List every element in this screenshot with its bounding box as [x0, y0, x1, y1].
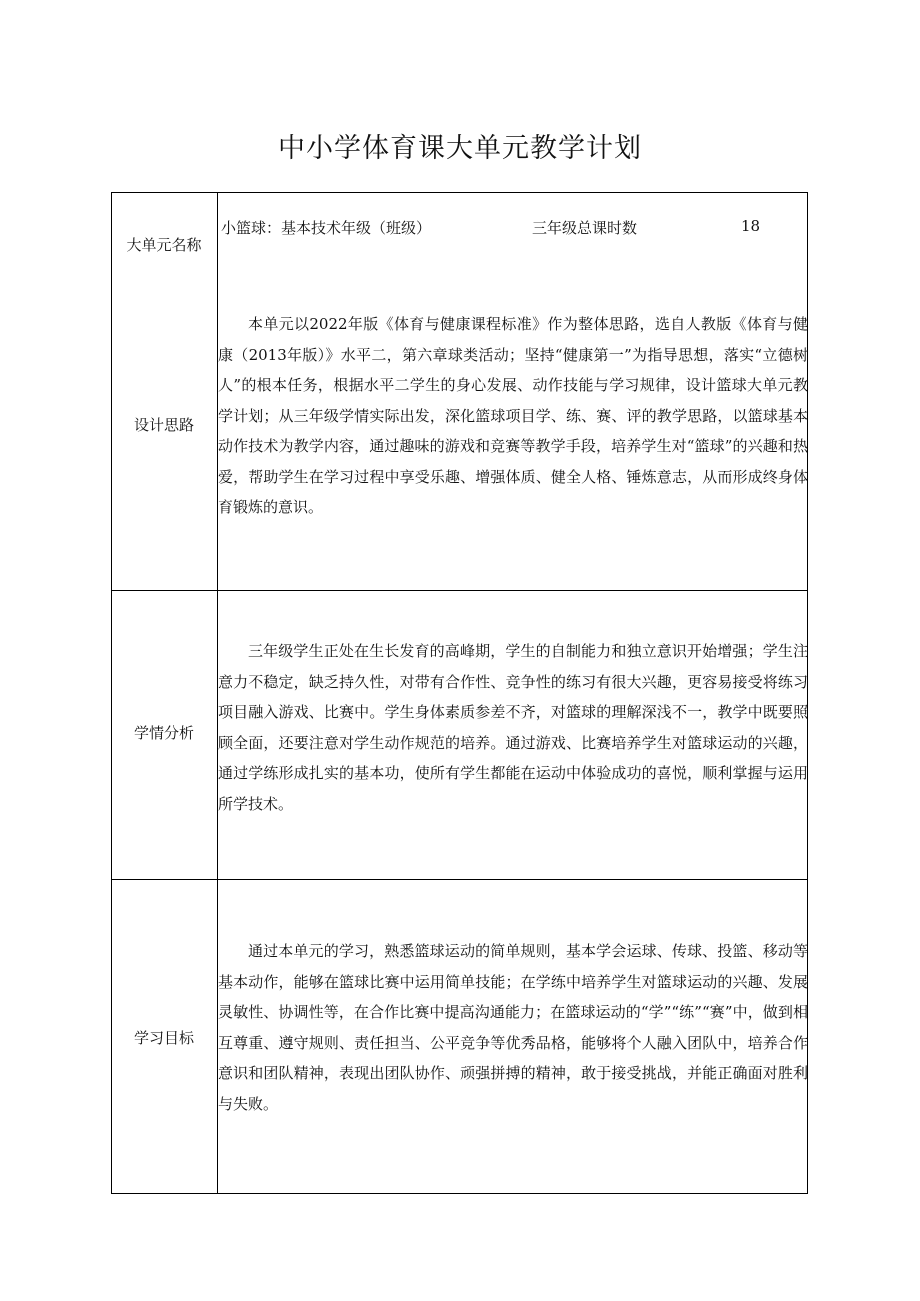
design-text: 本单元以2022年版《体育与健康课程标准》作为整体思路，选自人教版《体育与健康（2013年版）》水平二，第六章球类活动；坚持“健康第一”为指导思想，落实“立德树人”的根本任务，根据水平二学生的身心发展、动作技能与学习规律，设计篮球大单元教学计划；从三年级学情实际出发，深化篮球项目学、练、赛、评的教学思路，以篮球基本动作技术为教学内容，通过趣味的游戏和竞赛等教学手段，培养学生对“篮球”的兴趣和热爱，帮助学生在学习过程中享受乐趣、增强体质、健全人格、锤炼意志，从而形成终身体育锻炼的意识。: [218, 315, 808, 516]
design-label: 设计思路: [133, 416, 194, 434]
goals-text: 通过本单元的学习，熟悉篮球运动的简单规则，基本学会运球、传球、投篮、移动等基本动作，能够在篮球比赛中运用简单技能；在学练中培养学生对篮球运动的兴趣、发展灵敏性、协调性等，在合作比赛中提高沟通能力；在篮球运动的“学”“练”“赛”中，做到相互尊重、遵守规则、责任担当、公平竞争等优秀品格，能够将个人融入团队中，培养合作意识和团队精神，表现出团队协作、顽强拼搏的精神，敢于接受挑战，并能正确面对胜利与失败。: [218, 942, 808, 1113]
analysis-text: 三年级学生正处在生长发育的高峰期，学生的自制能力和独立意识开始增强；学生注意力不稳定，缺乏持久性，对带有合作性、竞争性的练习有很大兴趣，更容易接受将练习项目融入游戏、比赛中。学生身体素质参差不齐，对篮球的理解深浅不一，教学中既要照顾全面，还要注意对学生动作规范的培养。通过游戏、比赛培养学生对篮球运动的兴趣，通过学练形成扎实的基本功，使所有学生都能在运动中体验成功的喜悦，顺利掌握与运用所学技术。: [218, 642, 808, 813]
plan-table: [111, 192, 808, 1194]
unit-name-value: 小篮球：基本技术年级（班级）: [221, 219, 432, 237]
unit-name-label: 大单元名称: [126, 236, 202, 254]
row-divider: [111, 879, 808, 880]
goals-label: 学习目标: [133, 1029, 194, 1047]
grade-hours-label: 三年级总课时数: [532, 219, 638, 237]
table-border-top: [111, 192, 808, 193]
analysis-label: 学情分析: [133, 724, 194, 742]
total-hours-value: 18: [741, 217, 761, 235]
page-title: 中小学体育课大单元教学计划: [278, 133, 642, 164]
row-divider: [111, 590, 808, 591]
table-border-bottom: [111, 1193, 808, 1194]
